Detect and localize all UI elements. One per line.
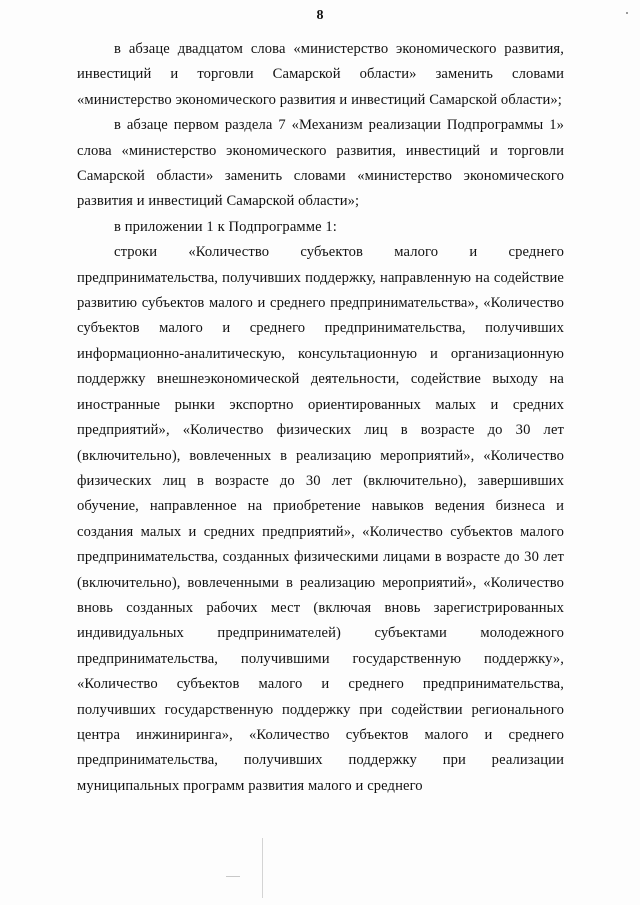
paragraph-indicator-rows: строки «Количество субъектов малого и среднего предпринимательства, получивших поддержку, направленную на содействие развитию субъектов малого и среднего предпринимательства», «Количество субъектов малого и среднего предпринимательства, получивших информационно-аналитическую, консультационную и организационную поддержку внешнеэкономической деятельности, содействие выходу на иностранные рынки экспортно ориентированных малых и средних предприятий», «Количество физических лиц в возрасте до 30 лет (включительно), вовлеченных в реализацию мероприятий», «Количество физических лиц в возрасте до 30 лет (включительно), завершивших обучение, направленное на приобретение навыков ведения бизнеса и создания малых и средних предприятий», «Количество субъектов малого предпринимательства, созданных физическими лицами в возрасте до 30 лет (включительно), вовлеченными в реализацию мероприятий», «Количество вновь созданных рабочих мест (включая вновь зарегистрированных индивидуальных предпринимателей) субъектами молодежного предпринимательства, получившими государственную поддержку», «Количество субъектов малого и среднего предпринимательства, получивших государственную поддержку при содействии регионального центра инжиниринга», «Количество субъектов малого и среднего предпринимательства, получивших поддержку при реализации муниципальных программ развития малого и среднего xyxy=(77,244,564,794)
paragraph-appendix-one-intro: в приложении 1 к Подпрограмме 1: xyxy=(114,218,337,235)
page-number: 8 xyxy=(316,8,324,23)
paragraph-amend-section-seven: в абзаце первом раздела 7 «Механизм реализации Подпрограммы 1» слова «министерство экономического развития, инвестиций и торговли Самарской области» заменить словами «министерство экономического развития и инвестиций Самарской области»; xyxy=(77,117,564,210)
document-body xyxy=(77,37,564,799)
scan-line xyxy=(262,838,263,898)
scan-dot xyxy=(626,12,628,14)
paragraph-amend-paragraph-twenty: в абзаце двадцатом слова «министерство экономического развития, инвестиций и торговли Самарской области» заменить словами «министерство экономического развития и инвестиций Самарской области»; xyxy=(77,41,564,108)
scan-dash xyxy=(226,876,240,877)
